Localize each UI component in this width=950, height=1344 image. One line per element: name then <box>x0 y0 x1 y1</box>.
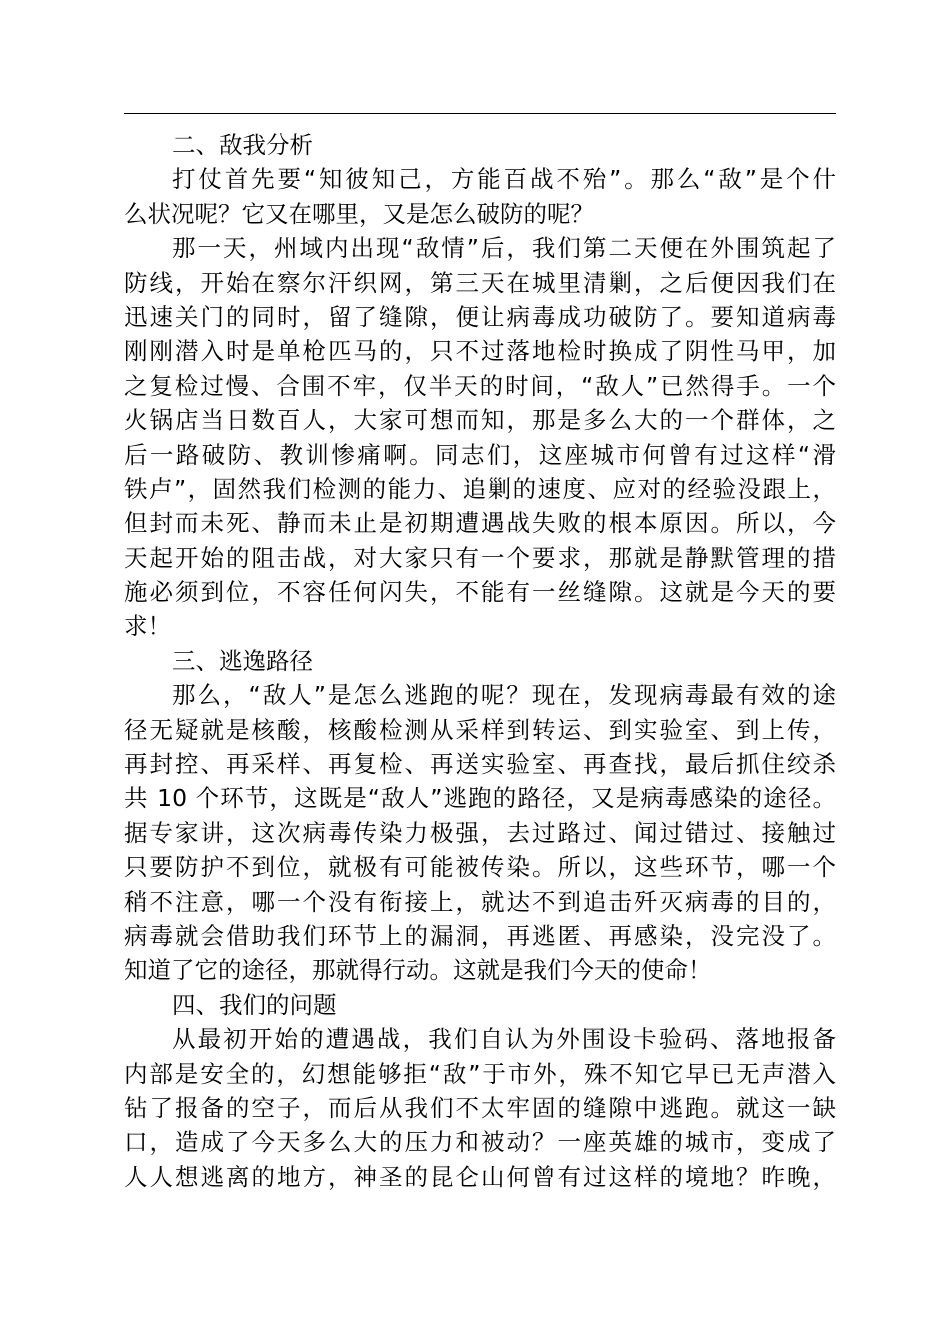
text-line: 打仗首先要“知彼知己，方能百战不殆”。那么“敌”是个什 <box>172 165 836 194</box>
text-line: 二、敌我分析 <box>172 131 313 159</box>
text-line: 口，造成了今天多么大的压力和被动？一座英雄的城市，变成了 <box>124 1128 836 1157</box>
document-body <box>124 128 836 1194</box>
text-line: 防线，开始在察尔汗织网，第三天在城里清剿，之后便因我们在 <box>124 268 836 297</box>
text-line: 共 10 个环节，这既是“敌人”逃跑的路径，又是病毒感染的途径。 <box>124 784 836 813</box>
text-line: 内部是安全的，幻想能够拒“敌”于市外，殊不知它早已无声潜入 <box>124 1059 836 1088</box>
text-line: 知道了它的途径，那就得行动。这就是我们今天的使命！ <box>124 956 712 985</box>
text-line: 那么，“敌人”是怎么逃跑的呢？现在，发现病毒最有效的途 <box>172 681 836 710</box>
text-line: 求！ <box>124 612 171 641</box>
text-line: 火锅店当日数百人，大家可想而知，那是多么大的一个群体，之 <box>124 406 836 435</box>
text-line: 病毒就会借助我们环节上的漏洞，再逃匿、再感染，没完没了。 <box>124 921 836 950</box>
text-line: 但封而未死、静而未止是初期遭遇战失败的根本原因。所以，今 <box>124 509 836 538</box>
header-rule <box>124 113 836 114</box>
text-line: 刚刚潜入时是单枪匹马的，只不过落地检时换成了阴性马甲，加 <box>124 337 836 366</box>
text-line: 钻了报备的空子，而后从我们不太牢固的缝隙中逃跑。就这一缺 <box>124 1093 836 1122</box>
text-line: 据专家讲，这次病毒传染力极强，去过路过、闻过错过、接触过 <box>124 818 836 847</box>
text-line: 人人想逃离的地方，神圣的昆仑山何曾有过这样的境地？昨晚， <box>124 1162 836 1191</box>
text-line: 后一路破防、教训惨痛啊。同志们，这座城市何曾有过这样“滑 <box>124 440 836 469</box>
text-line: 铁卢”，固然我们检测的能力、追剿的速度、应对的经验没跟上， <box>124 474 836 503</box>
text-line: 施必须到位，不容任何闪失，不能有一丝缝隙。这就是今天的要 <box>124 578 836 607</box>
text-line: 迅速关门的同时，留了缝隙，便让病毒成功破防了。要知道病毒 <box>124 302 836 331</box>
text-line: 再封控、再采样、再复检、再送实验室、再查找，最后抓住绞杀 <box>124 750 836 779</box>
text-line: 径无疑就是核酸，核酸检测从采样到转运、到实验室、到上传， <box>124 715 836 744</box>
text-line: 三、逃逸路径 <box>172 646 313 675</box>
text-line: 稍不注意，哪一个没有衔接上，就达不到追击歼灭病毒的目的， <box>124 887 836 916</box>
text-line: 那一天，州域内出现“敌情”后，我们第二天便在外围筑起了 <box>172 234 836 263</box>
text-line: 么状况呢？它又在哪里，又是怎么破防的呢？ <box>124 199 594 228</box>
text-line: 之复检过慢、合围不牢，仅半天的时间，“敌人”已然得手。一个 <box>124 371 836 400</box>
text-line: 只要防护不到位，就极有可能被传染。所以，这些环节，哪一个 <box>124 853 836 882</box>
text-line: 从最初开始的遭遇战，我们自认为外围设卡验码、落地报备 <box>172 1025 836 1054</box>
text-line: 天起开始的阻击战，对大家只有一个要求，那就是静默管理的措 <box>124 543 836 572</box>
text-line: 四、我们的问题 <box>172 990 337 1019</box>
